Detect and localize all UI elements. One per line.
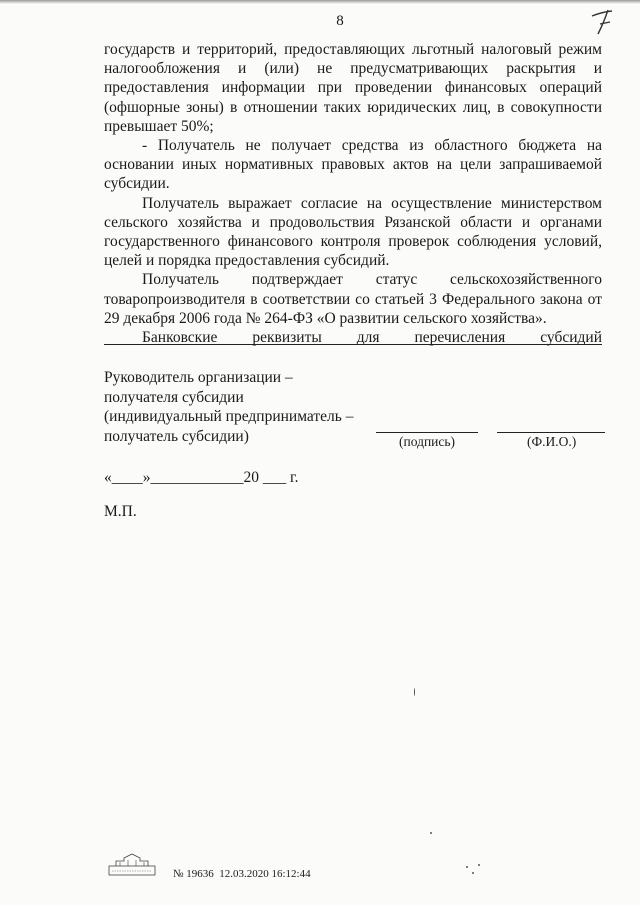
scan-speck [430,832,432,834]
page-number: 8 [336,13,344,29]
seal-label: М.П. [104,503,137,520]
paragraph-status: Получатель подтверждает статус сельскохозяйственного товаропроизводителя в соответствии со статьей 3 Федерального закона от 29 декабря 2006 года № 264-ФЗ «О развитии сельского хозяйства». [104,271,602,327]
handwritten-mark [584,2,624,42]
paragraph-budget: - Получатель не получает средства из областного бюджета на основании иных нормативных правовых актов на цели запрашиваемой субсидии. [104,137,602,193]
head-line: (индивидуальный предприниматель – [104,408,354,425]
scan-speck [414,688,415,696]
paragraph-consent: Получатель выражает согласие на осуществление министерством сельского хозяйства и продовольствия Рязанской области и органами государственного финансового контроля проверок соблюдения условий, целей и порядка предоставления субсидий. [104,194,602,270]
date-line: «____»____________20 ___ г. [104,469,299,486]
name-line [497,432,605,433]
head-line: получателя субсидии [104,388,244,406]
registration-stamp: № 19636 12.03.2020 16:12:44 [173,868,311,880]
signature-caption: (подпись) [399,434,456,449]
registry-stamp-icon [108,852,156,876]
scan-edge [0,0,640,4]
name-caption: (Ф.И.О.) [527,434,577,449]
paragraph-offshore: государств и территорий, предоставляющих льготный налоговый режим налогообложения и (или) не предусматривающих раскрытия и предоставления информации при проведении финансовых операций (офшорные зоны) в отношении таких юридических лиц, в совокупности превышает 50%; [104,41,602,135]
scan-speck [472,872,474,874]
signature-line [376,432,478,433]
bank-details-line [104,344,602,345]
head-signature-block [104,368,404,446]
body-text [104,40,602,347]
paragraph-bank-details: Банковские реквизиты для перечисления субсидий [142,329,602,347]
head-line: получатель субсидии) [104,427,249,445]
head-line: Руководитель организации – [104,369,293,386]
scan-speck [466,866,468,868]
scan-speck [478,864,480,866]
